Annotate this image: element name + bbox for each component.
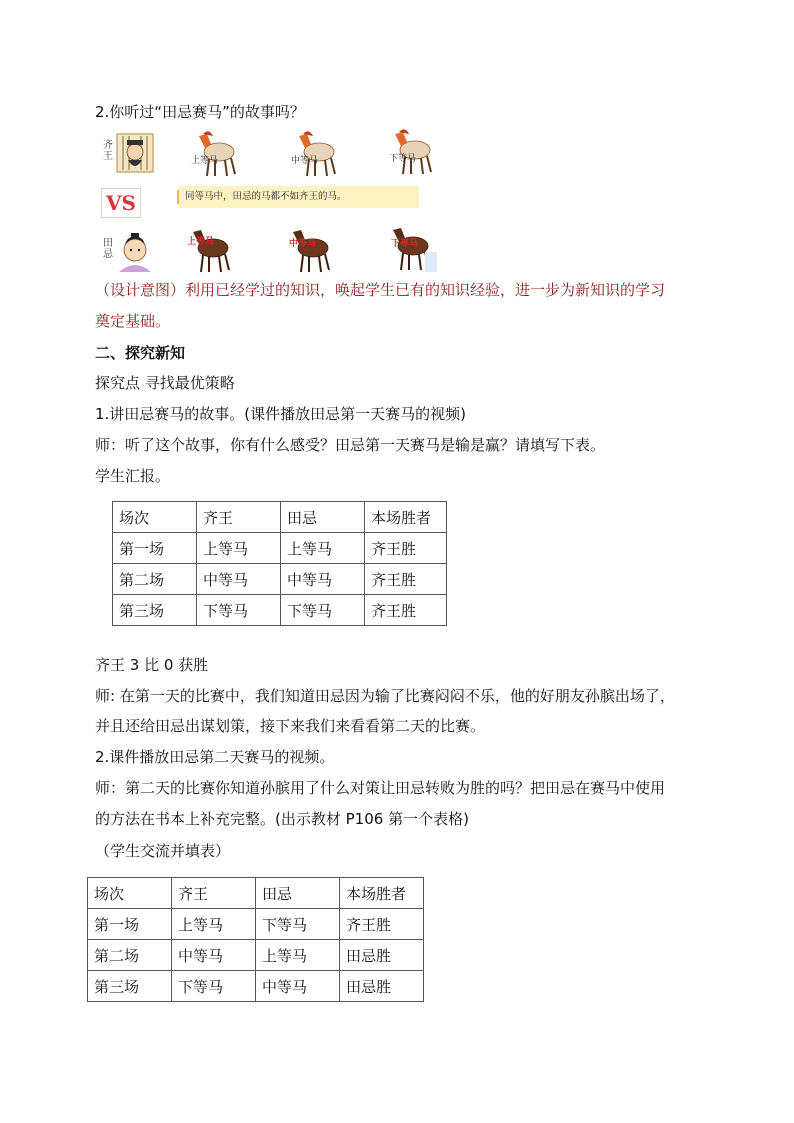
- explore-point: 探究点 寻找最优策略: [95, 374, 235, 392]
- tian-upper-horse-label: 上等马: [187, 237, 215, 247]
- design-intent-line1: （设计意图）利用已经学过的知识，唤起学生已有的知识经验，进一步为新知识的学习: [95, 281, 666, 299]
- table-header-row: [88, 878, 424, 909]
- table-cell: 第三场: [88, 971, 172, 1002]
- teacher-prompt-3-line1: 师：第二天的比赛你知道孙膑用了什么对策让田忌转败为胜的吗？把田忌在赛马中使用: [95, 779, 666, 797]
- table-cell: 中等马: [256, 971, 340, 1002]
- table-header-cell: 本场胜者: [365, 502, 447, 533]
- question-heading: 2.你听过“田忌赛马”的故事吗？: [95, 103, 305, 121]
- table-cell: 下等马: [172, 971, 256, 1002]
- table-row: [88, 909, 424, 940]
- student-fill-note: （学生交流并填表）: [95, 842, 231, 860]
- table-header-cell: 场次: [113, 502, 197, 533]
- table-header-cell: 场次: [88, 878, 172, 909]
- table-cell: 下等马: [256, 909, 340, 940]
- table-cell: 田忌胜: [340, 971, 424, 1002]
- tian-ji-portrait-icon: [115, 230, 155, 272]
- tian-side-label: 田忌: [103, 238, 113, 260]
- table-cell: 上等马: [197, 533, 281, 564]
- qi-middle-horse-label: 中等马: [291, 156, 319, 166]
- table-cell: 中等马: [197, 564, 281, 595]
- table-day-two: [87, 877, 424, 1002]
- table-cell: 第一场: [88, 909, 172, 940]
- table-cell: 第二场: [88, 940, 172, 971]
- qi-upper-horse-label: 上等马: [191, 156, 219, 166]
- tian-lower-horse-label: 下等马: [391, 239, 419, 249]
- teacher-prompt-1: 师：听了这个故事，你有什么感受？田忌第一天赛马是输是赢？请填写下表。: [95, 436, 606, 454]
- table-cell: 第一场: [113, 533, 197, 564]
- table-header-cell: 齐王: [172, 878, 256, 909]
- table-cell: 上等马: [256, 940, 340, 971]
- table-header-row: [113, 502, 447, 533]
- table-row: [113, 564, 447, 595]
- table-cell: 齐王胜: [365, 564, 447, 595]
- comparison-banner: 同等马中，田忌的马都不如齐王的马。: [179, 186, 419, 208]
- step-2: 2.课件播放田忌第二天赛马的视频。: [95, 748, 335, 766]
- table-cell: 第二场: [113, 564, 197, 595]
- teacher-prompt-2-line1: 师: 在第一天的比赛中，我们知道田忌因为输了比赛闷闷不乐，他的好朋友孙膑出场了，: [95, 687, 675, 705]
- table-header-cell: 田忌: [256, 878, 340, 909]
- table-row: [113, 533, 447, 564]
- table-cell: 第三场: [113, 595, 197, 626]
- tian-middle-horse-label: 中等马: [289, 239, 317, 249]
- table-row: [88, 971, 424, 1002]
- tian-middle-horse-icon: [289, 224, 335, 278]
- table-cell: 田忌胜: [340, 940, 424, 971]
- table-cell: 下等马: [197, 595, 281, 626]
- step-1: 1.讲田忌赛马的故事。(课件播放田忌第一天赛马的视频): [95, 405, 467, 423]
- qi-lower-horse-label: 下等马: [389, 154, 417, 164]
- decorative-edge: [425, 252, 437, 272]
- teacher-prompt-2-line2: 并且还给田忌出谋划策，接下来我们来看看第二天的比赛。: [95, 717, 486, 735]
- qi-side-label: 齐王: [103, 140, 113, 162]
- teacher-prompt-3-line2: 的方法在书本上补充完整。(出示教材 P106 第一个表格): [95, 810, 469, 828]
- section-title: 二、探究新知: [95, 344, 186, 362]
- result-day-one: 齐王 3 比 0 获胜: [95, 656, 209, 674]
- table-cell: 上等马: [281, 533, 365, 564]
- table-row: [88, 940, 424, 971]
- table-cell: 下等马: [281, 595, 365, 626]
- table-header-cell: 田忌: [281, 502, 365, 533]
- design-intent-line2: 奠定基础。: [95, 312, 171, 330]
- table-row: [113, 595, 447, 626]
- vs-badge: VS: [101, 188, 141, 218]
- tian-upper-horse-icon: [189, 224, 235, 278]
- table-cell: 中等马: [281, 564, 365, 595]
- table-header-cell: 齐王: [197, 502, 281, 533]
- table-header-cell: 本场胜者: [340, 878, 424, 909]
- table-day-one: [112, 501, 447, 626]
- horse-race-illustration: [95, 126, 440, 276]
- student-report: 学生汇报。: [95, 467, 171, 485]
- table-cell: 齐王胜: [365, 533, 447, 564]
- table-cell: 中等马: [172, 940, 256, 971]
- table-cell: 上等马: [172, 909, 256, 940]
- table-cell: 齐王胜: [340, 909, 424, 940]
- king-qi-portrait-icon: [115, 132, 155, 174]
- table-cell: 齐王胜: [365, 595, 447, 626]
